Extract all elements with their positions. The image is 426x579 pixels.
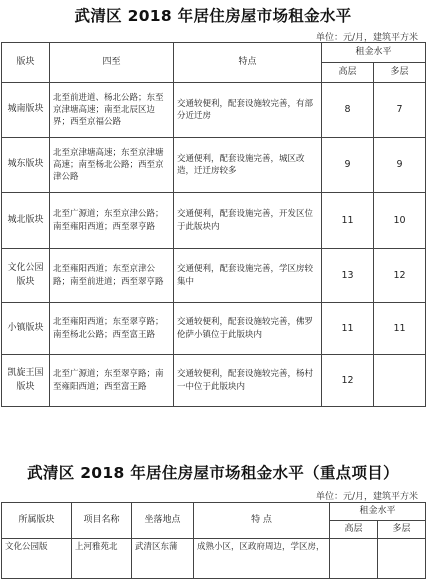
high-rise-rent: 8 (322, 83, 374, 138)
high-rise-rent: 13 (322, 249, 374, 303)
features-cell: 交通便利，配套设施完善，学区房较集中 (174, 249, 322, 303)
location-cell: 武清区东蒲 (132, 539, 194, 579)
table1-unit-note: 单位：元/月，建筑平方米 (315, 33, 418, 43)
header-high-rise: 高层 (322, 63, 374, 83)
district-cell: 文化公园版 (2, 539, 72, 579)
rent-table (1, 42, 426, 407)
header-district: 所属版块 (2, 503, 72, 539)
header-features: 特 点 (194, 503, 330, 539)
header-boundary: 四至 (50, 43, 174, 83)
table-row (2, 138, 426, 193)
high-rise-rent: 11 (322, 303, 374, 355)
key-projects-table (1, 502, 426, 579)
multi-storey-rent (378, 539, 426, 579)
header-features: 特点 (174, 43, 322, 83)
header-multi-storey: 多层 (378, 521, 426, 539)
header-high-rise: 高层 (330, 521, 378, 539)
header-location: 坐落地点 (132, 503, 194, 539)
boundary-cell: 北至雍阳西道；东至翠亨路；南至杨北公路；西至富王路 (50, 303, 174, 355)
boundary-cell: 北至广源道；东至京津公路；南至雍阳西道；西至翠亨路 (50, 193, 174, 249)
header-rent-level: 租金水平 (322, 43, 426, 63)
features-cell: 交通便利，配套设施完善，开发区位于此版块内 (174, 193, 322, 249)
multi-storey-rent: 7 (374, 83, 426, 138)
header-district: 版块 (2, 43, 50, 83)
table-row (2, 303, 426, 355)
features-cell: 交通较便利，配套设施较完善，杨村一中位于此版块内 (174, 355, 322, 407)
high-rise-rent: 9 (322, 138, 374, 193)
features-cell: 交通便利，配套设施完善，城区改造，迁迁房较多 (174, 138, 322, 193)
table-row (2, 249, 426, 303)
district-cell: 城南版块 (2, 83, 50, 138)
table-row (2, 539, 426, 579)
table2-title: 武清区 2018 年居住房屋市场租金水平（重点项目） (27, 464, 399, 482)
district-cell: 小镇版块 (2, 303, 50, 355)
features-cell: 成熟小区，区政府周边，学区房， (194, 539, 330, 579)
district-cell: 文化公园版块 (2, 249, 50, 303)
multi-storey-rent: 12 (374, 249, 426, 303)
table1-title: 武清区 2018 年居住房屋市场租金水平 (74, 7, 352, 25)
table2-unit-note: 单位：元/月，建筑平方米 (315, 492, 418, 502)
multi-storey-rent: 10 (374, 193, 426, 249)
header-rent-level: 租金水平 (330, 503, 426, 521)
multi-storey-rent (374, 355, 426, 407)
boundary-cell: 北至京津塘高速；东至京津塘高速；南至杨北公路；西至京津公路 (50, 138, 174, 193)
high-rise-rent: 11 (322, 193, 374, 249)
boundary-cell: 北至前进道、杨北公路；东至京津塘高速；南至北辰区边界；西至京福公路 (50, 83, 174, 138)
table-row (2, 355, 426, 407)
features-cell: 交通较便利，配套设施较完善，有部分近迁房 (174, 83, 322, 138)
district-cell: 城东版块 (2, 138, 50, 193)
header-multi-storey: 多层 (374, 63, 426, 83)
multi-storey-rent: 11 (374, 303, 426, 355)
district-cell: 凯旋王国版块 (2, 355, 50, 407)
high-rise-rent: 12 (322, 355, 374, 407)
header-project-name: 项目名称 (72, 503, 132, 539)
district-cell: 城北版块 (2, 193, 50, 249)
high-rise-rent (330, 539, 378, 579)
boundary-cell: 北至广源道；东至翠亨路；南至雍阳西道；西至富王路 (50, 355, 174, 407)
table-row (2, 83, 426, 138)
project-name-cell: 上河雅苑北 (72, 539, 132, 579)
table-row (2, 193, 426, 249)
multi-storey-rent: 9 (374, 138, 426, 193)
features-cell: 交通较便利，配套设施较完善，佛罗伦萨小镇位于此版块内 (174, 303, 322, 355)
boundary-cell: 北至雍阳西道；东至京津公路；南至前进道；西至翠亨路 (50, 249, 174, 303)
